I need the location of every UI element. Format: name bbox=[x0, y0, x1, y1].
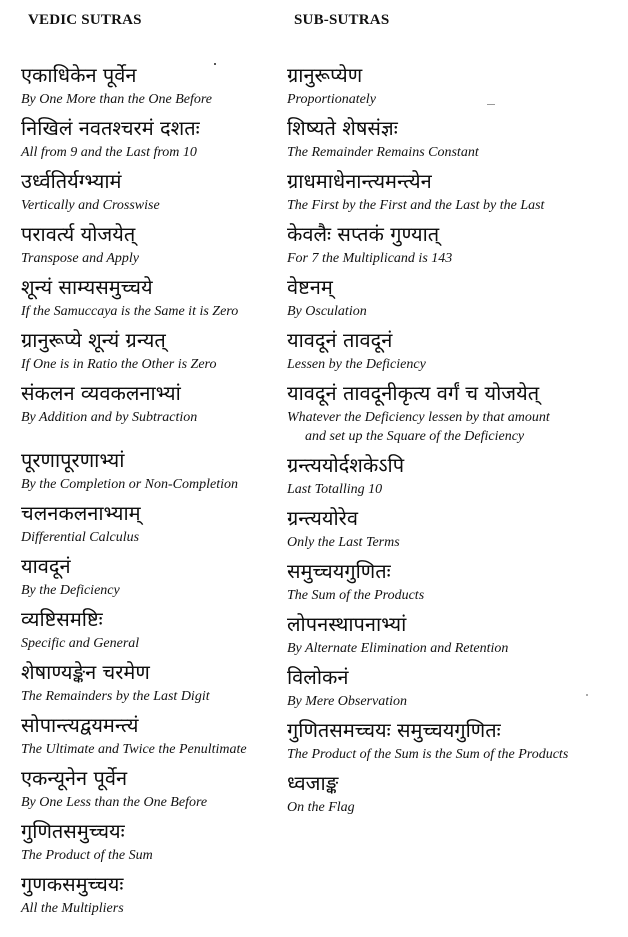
sub-sutras-column bbox=[287, 60, 622, 821]
english-translation bbox=[287, 90, 622, 109]
english-line: Vertically and Crosswise bbox=[21, 198, 160, 213]
english-translation bbox=[287, 249, 622, 268]
english-line: Lessen by the Deficiency bbox=[287, 357, 426, 372]
sutra-entry bbox=[21, 869, 283, 918]
english-translation bbox=[21, 846, 283, 865]
vedic-sutras-header: VEDIC SUTRAS bbox=[28, 12, 142, 28]
english-translation bbox=[21, 899, 283, 918]
english-line: All the Multipliers bbox=[21, 901, 124, 916]
sutra-entry bbox=[287, 378, 622, 446]
sutra-entry bbox=[21, 166, 283, 215]
sutra-entry bbox=[21, 219, 283, 268]
english-translation bbox=[287, 639, 622, 658]
sanskrit-text: केवलैः सप्तकं गुण्यात् bbox=[287, 222, 440, 246]
english-line: Only the Last Terms bbox=[287, 535, 400, 550]
sanskrit-text: यावदूनं तावदूनीकृत्य वर्गं च योजयेत् bbox=[287, 381, 540, 405]
english-translation bbox=[287, 798, 622, 817]
english-line: All from 9 and the Last from 10 bbox=[21, 145, 197, 160]
sanskrit-text: शिष्यते शेषसंज्ञः bbox=[287, 116, 398, 140]
sutra-entry bbox=[21, 763, 283, 812]
english-translation bbox=[287, 143, 622, 162]
sanskrit-text: गुणितसमच्चयः समुच्चयगुणितः bbox=[287, 718, 501, 742]
english-translation bbox=[21, 793, 283, 812]
sutra-entry bbox=[287, 450, 622, 499]
sanskrit-text: गुणितसमुच्चयः bbox=[21, 819, 125, 843]
english-line: If the Samuccaya is the Same it is Zero bbox=[21, 304, 239, 319]
english-translation bbox=[21, 90, 283, 109]
english-line: For 7 the Multiplicand is 143 bbox=[287, 251, 453, 266]
sutra-entry bbox=[21, 710, 283, 759]
english-translation bbox=[21, 528, 283, 547]
english-line: By One More than the One Before bbox=[21, 92, 213, 107]
sutra-entry bbox=[287, 556, 622, 605]
sanskrit-text: निखिलं नवतश्चरमं दशतः bbox=[21, 116, 200, 140]
english-translation bbox=[287, 533, 622, 552]
sanskrit-text: लोपनस्थापनाभ्यां bbox=[287, 612, 407, 636]
english-translation bbox=[21, 408, 283, 427]
sanskrit-text: पूरणापूरणाभ्यां bbox=[21, 448, 125, 472]
sutra-entry bbox=[21, 604, 283, 653]
english-translation bbox=[21, 249, 283, 268]
sutra-entry bbox=[287, 60, 622, 109]
sutra-entry bbox=[287, 325, 622, 374]
english-line: Last Totalling 10 bbox=[287, 482, 383, 497]
english-line-continued: and set up the Square of the Deficiency bbox=[305, 429, 525, 444]
sanskrit-text: व्यष्टिसमष्टिः bbox=[21, 607, 103, 631]
english-line: On the Flag bbox=[287, 800, 355, 815]
sanskrit-text: ग्रन्त्ययोर्दशकेऽपि bbox=[287, 453, 405, 477]
english-line: By Mere Observation bbox=[287, 694, 407, 709]
sutra-entry bbox=[287, 503, 622, 552]
english-line: The First by the First and the Last by the Last bbox=[287, 198, 545, 213]
english-translation bbox=[21, 355, 283, 374]
english-translation bbox=[287, 745, 622, 764]
sanskrit-text: सोपान्त्यद्वयमन्त्यं bbox=[21, 713, 139, 737]
sutra-entry bbox=[21, 113, 283, 162]
english-line: Differential Calculus bbox=[21, 530, 140, 545]
sutra-entry bbox=[287, 272, 622, 321]
sutra-entry bbox=[287, 662, 622, 711]
sutra-entry bbox=[21, 272, 283, 321]
english-translation bbox=[287, 196, 622, 215]
sutra-entry bbox=[21, 816, 283, 865]
sutra-entry bbox=[21, 325, 283, 374]
english-line: The Sum of the Products bbox=[287, 588, 425, 603]
english-line: By Addition and by Subtraction bbox=[21, 410, 198, 425]
english-line: By Osculation bbox=[287, 304, 367, 319]
english-translation bbox=[287, 480, 622, 499]
english-line: By One Less than the One Before bbox=[21, 795, 208, 810]
sutra-entry bbox=[21, 657, 283, 706]
english-translation bbox=[287, 408, 622, 446]
vedic-sutras-column bbox=[21, 60, 283, 922]
english-line: By Alternate Elimination and Retention bbox=[287, 641, 509, 656]
sanskrit-text: एकाधिकेन पूर्वेन bbox=[21, 63, 137, 87]
sanskrit-text: ध्वजाङ्क bbox=[287, 771, 339, 795]
scan-speck bbox=[586, 694, 588, 696]
english-line: The Product of the Sum bbox=[21, 848, 153, 863]
english-line: Specific and General bbox=[21, 636, 140, 651]
sutra-entry bbox=[21, 498, 283, 547]
sanskrit-text: ग्रानुरूप्येण bbox=[287, 63, 363, 87]
english-line: The Product of the Sum is the Sum of the Products bbox=[287, 747, 569, 762]
english-translation bbox=[21, 302, 283, 321]
scan-speck bbox=[214, 63, 216, 65]
sutra-entry bbox=[287, 609, 622, 658]
english-translation bbox=[21, 475, 283, 494]
sanskrit-text: संकलन व्यवकलनाभ्यां bbox=[21, 381, 181, 405]
sutra-entry bbox=[21, 378, 283, 427]
sanskrit-text: शून्यं साम्यसमुच्चये bbox=[21, 275, 153, 299]
sanskrit-text: ग्रानुरूप्ये शून्यं ग्रन्यत् bbox=[21, 328, 166, 352]
sanskrit-text: एकन्यूनेन पूर्वेन bbox=[21, 766, 128, 790]
english-line: If One is in Ratio the Other is Zero bbox=[21, 357, 217, 372]
english-translation bbox=[287, 692, 622, 711]
sub-sutras-header: SUB-SUTRAS bbox=[294, 12, 390, 28]
scan-dash bbox=[487, 104, 495, 105]
english-line: The Ultimate and Twice the Penultimate bbox=[21, 742, 247, 757]
english-translation bbox=[21, 740, 283, 759]
sutra-entry bbox=[287, 166, 622, 215]
english-line: The Remainder Remains Constant bbox=[287, 145, 479, 160]
sanskrit-text: समुच्चयगुणितः bbox=[287, 559, 391, 583]
english-line: Transpose and Apply bbox=[21, 251, 139, 266]
sanskrit-text: वेष्टनम् bbox=[287, 275, 333, 299]
sanskrit-text: चलनकलनाभ्याम् bbox=[21, 501, 141, 525]
english-line: Proportionately bbox=[287, 92, 376, 107]
english-line: By the Completion or Non-Completion bbox=[21, 477, 238, 492]
sanskrit-text: यावदूनं bbox=[21, 554, 71, 578]
sanskrit-text: परावर्त्य योजयेत् bbox=[21, 222, 136, 246]
sutra-entry bbox=[21, 445, 283, 494]
english-line: The Remainders by the Last Digit bbox=[21, 689, 210, 704]
sanskrit-text: यावदूनं तावदूनं bbox=[287, 328, 393, 352]
sanskrit-text: उर्ध्वतिर्यग्भ्यामं bbox=[21, 169, 122, 193]
sanskrit-text: ग्रन्त्ययोरेव bbox=[287, 506, 358, 530]
sutra-entry bbox=[287, 113, 622, 162]
sutra-entry bbox=[287, 715, 622, 764]
sanskrit-text: गुणकसमुच्चयः bbox=[21, 872, 124, 896]
english-line: Whatever the Deficiency lessen by that amount bbox=[287, 410, 550, 425]
sutra-entry bbox=[287, 219, 622, 268]
english-translation bbox=[287, 302, 622, 321]
english-translation bbox=[287, 355, 622, 374]
sanskrit-text: विलोकनं bbox=[287, 665, 349, 689]
sanskrit-text: शेषाण्यङ्केन चरमेण bbox=[21, 660, 150, 684]
sutra-entry bbox=[287, 768, 622, 817]
english-translation bbox=[21, 581, 283, 600]
english-line: By the Deficiency bbox=[21, 583, 120, 598]
english-translation bbox=[21, 196, 283, 215]
english-translation bbox=[21, 687, 283, 706]
english-translation bbox=[287, 586, 622, 605]
sutra-entry bbox=[21, 60, 283, 109]
sanskrit-text: ग्राधमाधेनान्त्यमन्त्येन bbox=[287, 169, 432, 193]
sutra-entry bbox=[21, 551, 283, 600]
english-translation bbox=[21, 143, 283, 162]
english-translation bbox=[21, 634, 283, 653]
